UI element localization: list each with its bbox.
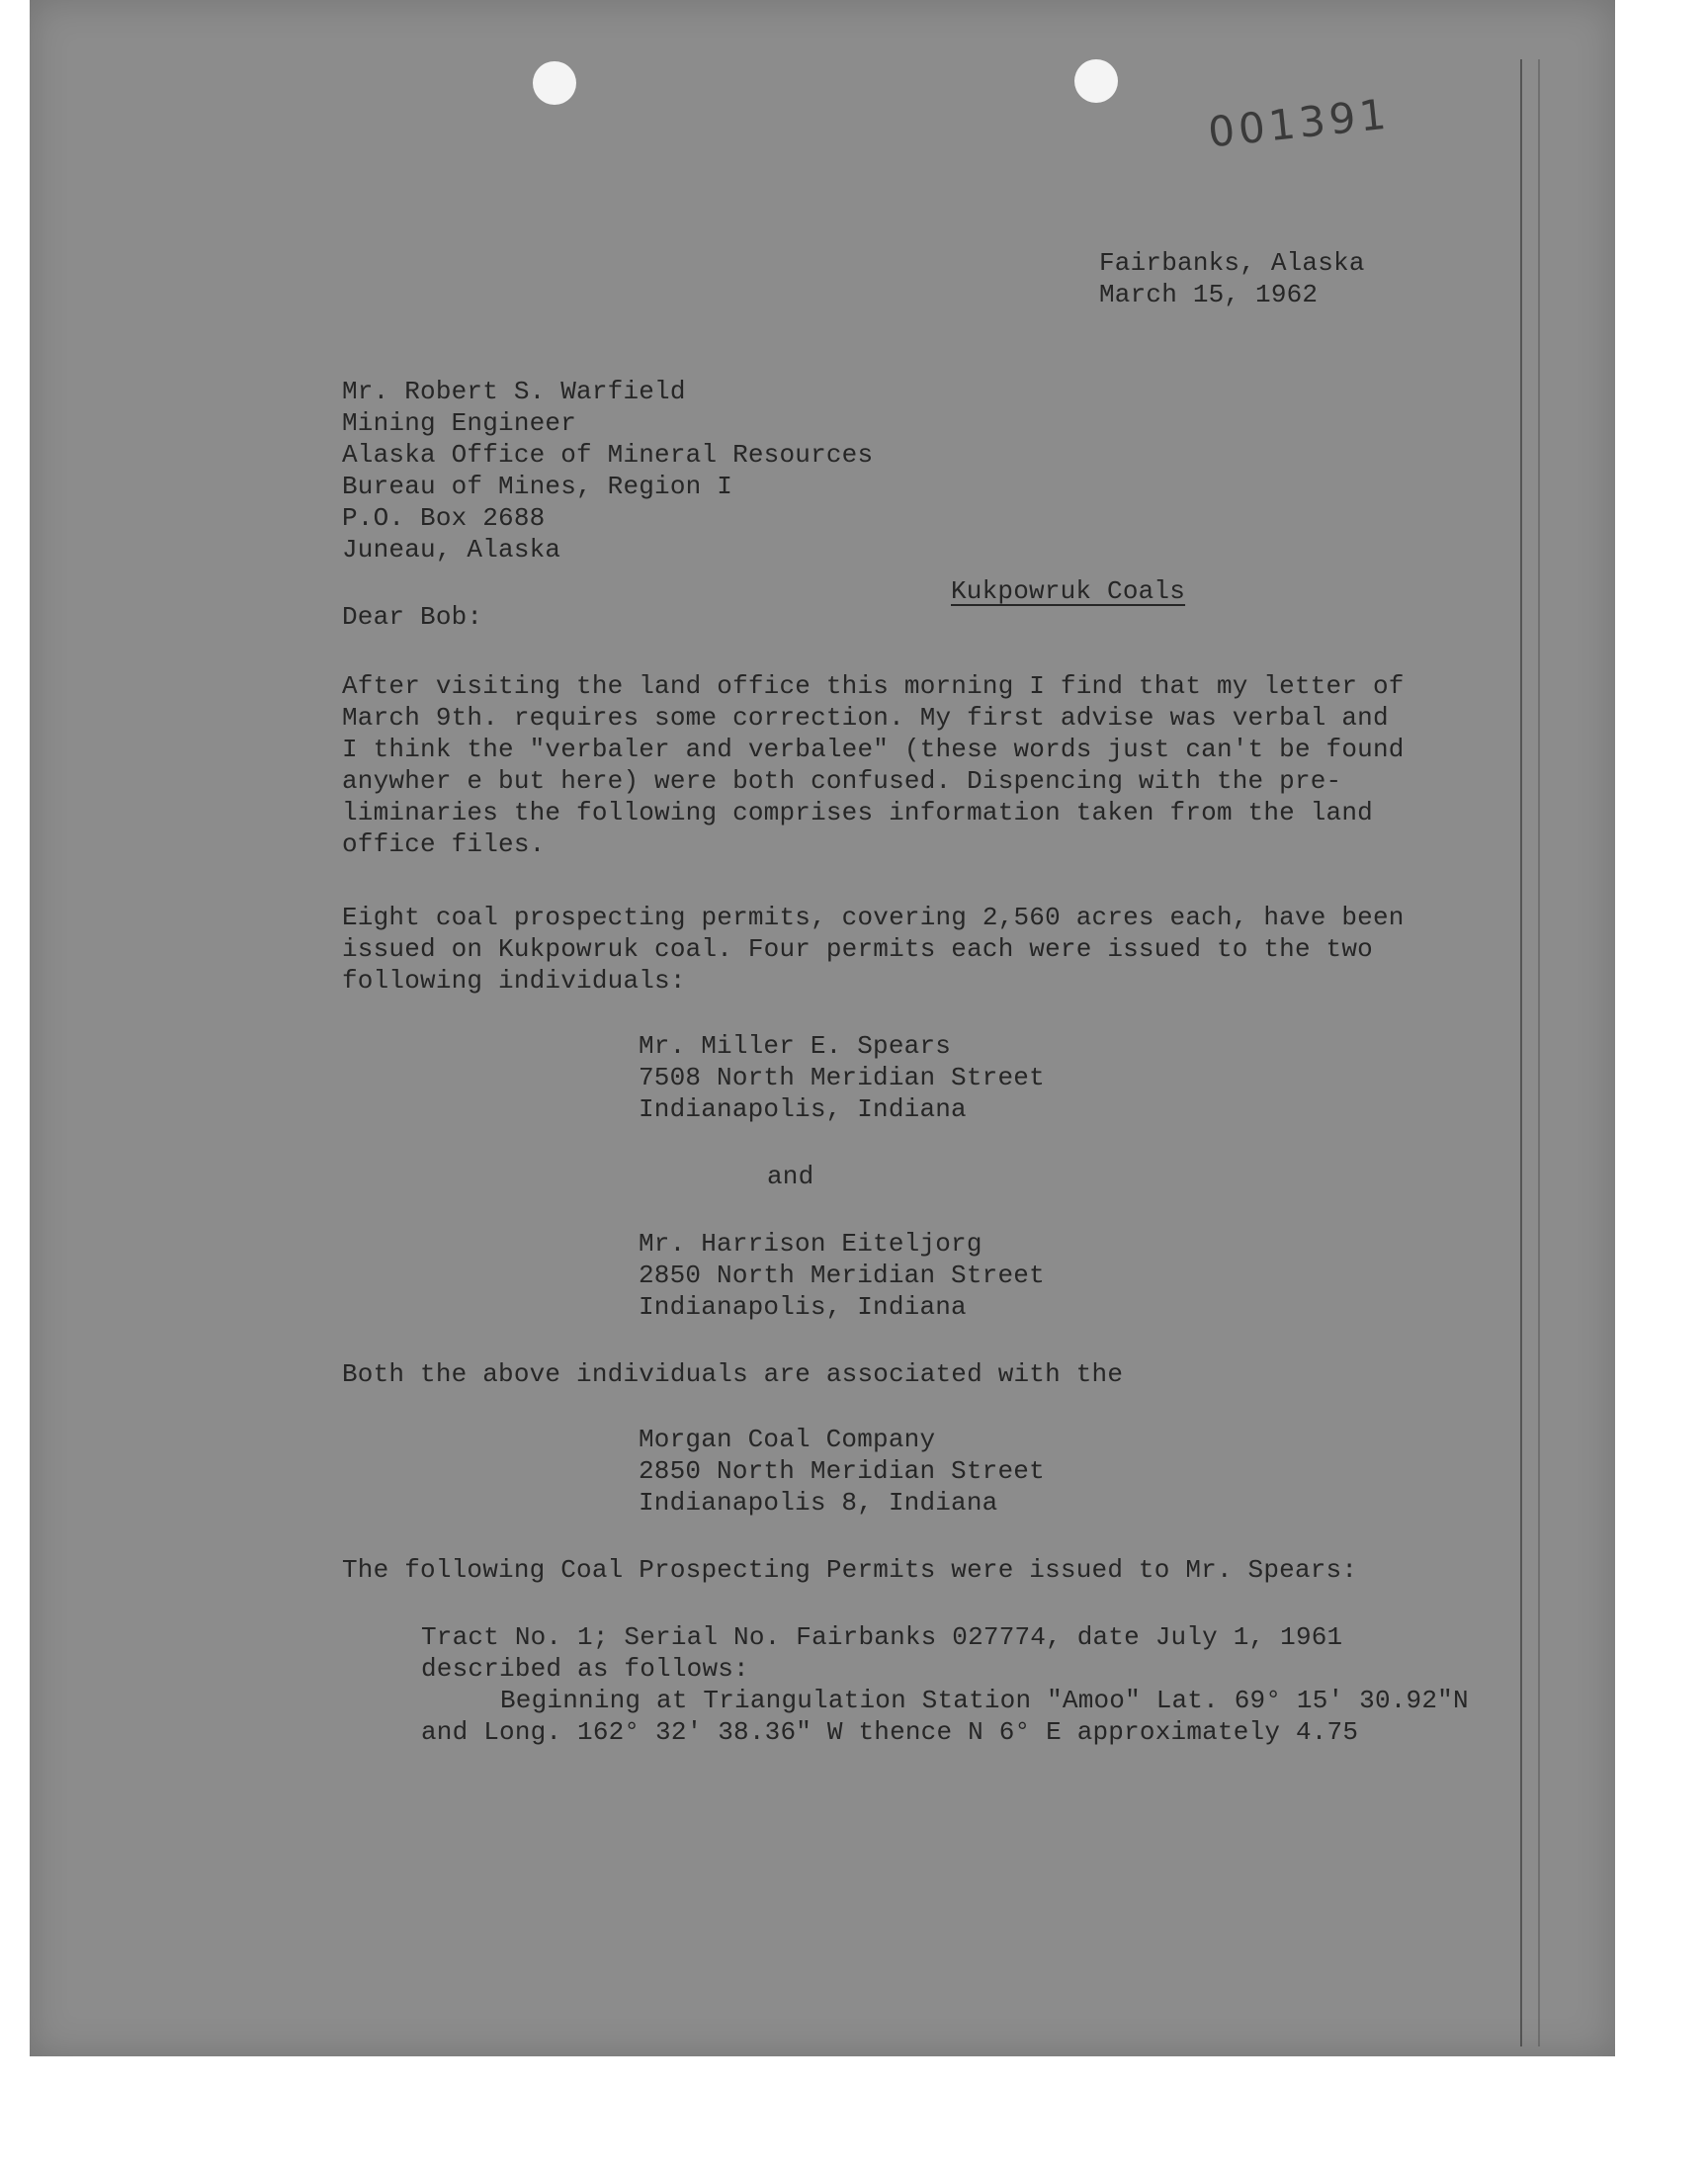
person-street: 2850 North Meridian Street [639,1261,1045,1290]
recipient-line: Alaska Office of Mineral Resources [342,440,874,470]
letter-place: Fairbanks, Alaska [1099,248,1365,278]
paragraph-line: issued on Kukpowruk coal. Four permits each were issued to the two [342,934,1373,964]
recipient-line: Bureau of Mines, Region I [342,472,733,501]
company-city: Indianapolis 8, Indiana [639,1488,998,1518]
paragraph-line: anywher e but here) were both confused. Dispencing with the pre- [342,766,1342,796]
recipient-line: Mining Engineer [342,408,577,438]
tract-line: and Long. 162° 32' 38.36" W thence N 6° E approximately 4.75 [421,1717,1359,1747]
paragraph-line: Eight coal prospecting permits, covering 2,560 acres each, have been [342,903,1405,932]
person-name: Mr. Harrison Eiteljorg [639,1229,982,1259]
paragraph-line: liminaries the following comprises information taken from the land [342,798,1373,827]
scanned-page [30,0,1615,2056]
document-number-stamp: 001391 [1205,89,1393,157]
tract-line: Beginning at Triangulation Station "Amoo" Lat. 69° 15' 30.92"N [500,1686,1469,1715]
recipient-line: Juneau, Alaska [342,535,561,565]
tract-line: described as follows: [421,1654,749,1684]
tract-line: Tract No. 1; Serial No. Fairbanks 027774, date July 1, 1961 [421,1622,1343,1652]
paragraph-line: March 9th. requires some correction. My first advise was verbal and [342,703,1389,733]
paragraph-line: After visiting the land office this morning I find that my letter of [342,671,1405,701]
letter-subject: Kukpowruk Coals [951,576,1186,606]
punch-hole-left [533,61,576,105]
recipient-line: P.O. Box 2688 [342,503,546,533]
bottom-margin [0,2056,1708,2175]
person-name: Mr. Miller E. Spears [639,1031,952,1061]
page-edge-line [1538,59,1540,2046]
person-city: Indianapolis, Indiana [639,1292,967,1322]
salutation: Dear Bob: [342,602,483,632]
company-name: Morgan Coal Company [639,1425,936,1454]
company-street: 2850 North Meridian Street [639,1456,1045,1486]
punch-hole-right [1074,59,1118,103]
person-street: 7508 North Meridian Street [639,1063,1045,1092]
page-edge-line [1520,59,1522,2046]
paragraph-line: following individuals: [342,966,686,996]
associated-line: Both the above individuals are associated with the [342,1359,1124,1389]
recipient-line: Mr. Robert S. Warfield [342,377,686,406]
letter-date: March 15, 1962 [1099,280,1319,309]
conjunction-and: and [767,1162,814,1191]
permits-intro: The following Coal Prospecting Permits were issued to Mr. Spears: [342,1555,1358,1585]
paragraph-line: I think the "verbaler and verbalee" (these words just can't be found [342,735,1405,764]
person-city: Indianapolis, Indiana [639,1094,967,1124]
paragraph-line: office files. [342,829,546,859]
